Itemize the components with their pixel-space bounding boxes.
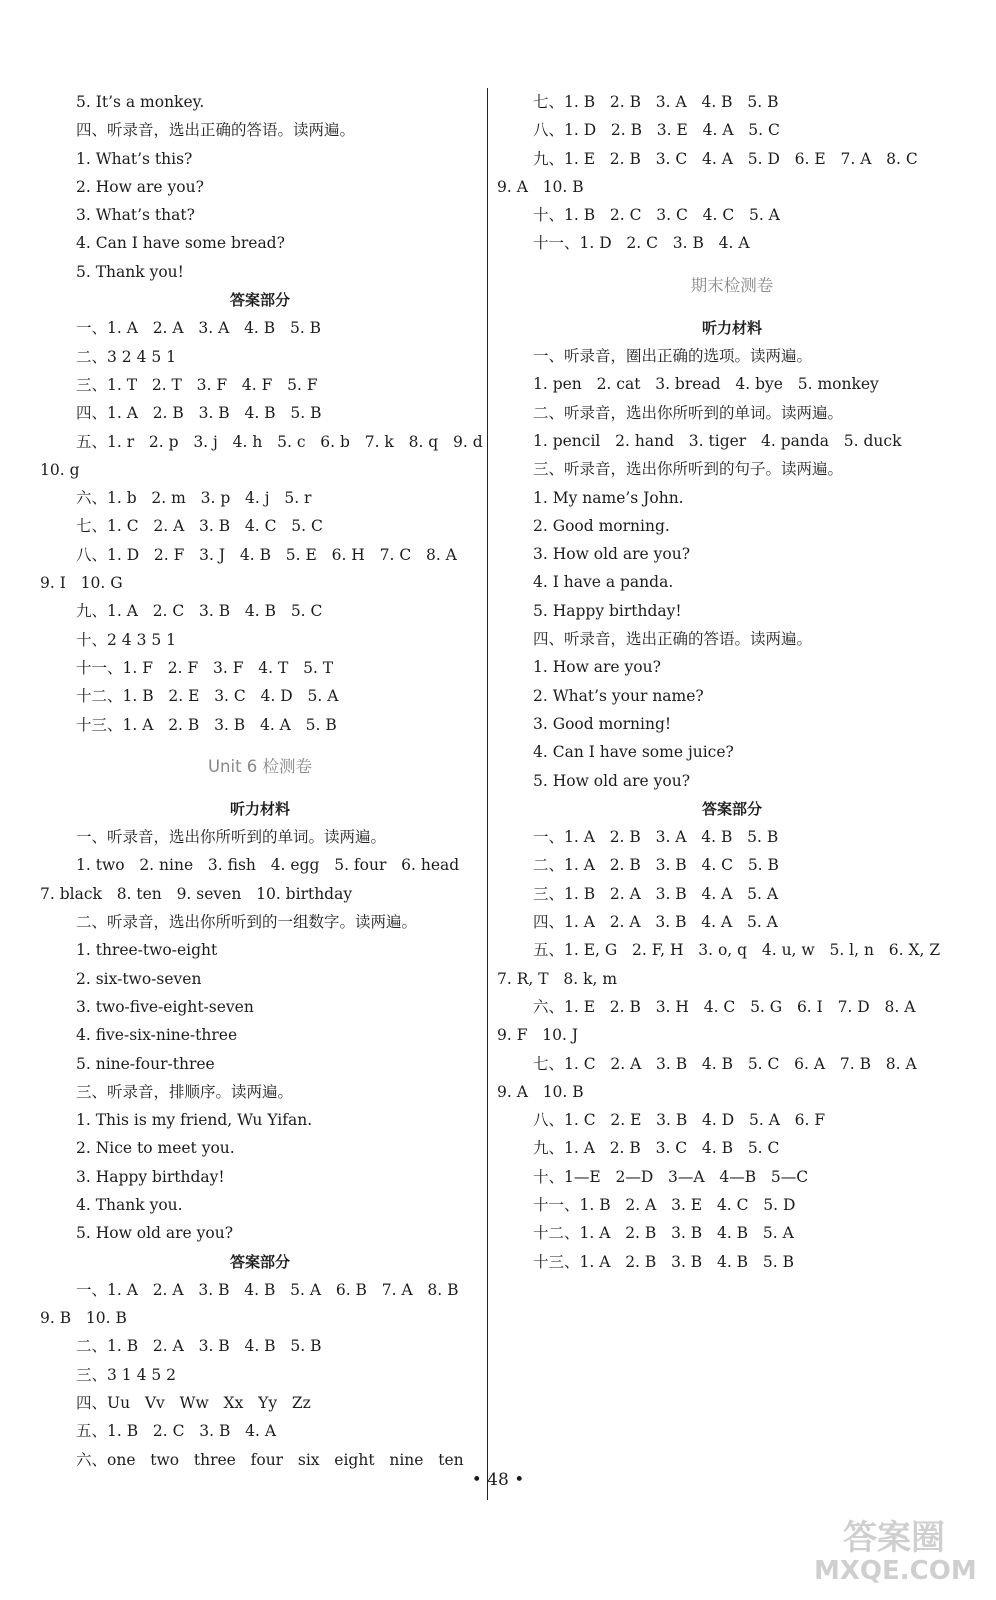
text-line: 2. Nice to meet you. [76, 1139, 235, 1158]
text-line: 十二、1. B 2. E 3. C 4. D 5. A [76, 687, 339, 706]
text-line: 十、1—E 2—D 3—A 4—B 5—C [533, 1167, 809, 1186]
text-line: 二、听录音，选出你所听到的单词。读两遍。 [533, 403, 844, 422]
text-line: 5. nine-four-three [76, 1054, 215, 1073]
text-line: 三、3 1 4 5 2 [76, 1365, 177, 1384]
subsection-heading: 听力材料 [229, 799, 290, 818]
text-line: 1. My name’s John. [533, 488, 684, 507]
text-line: 5. It’s a monkey. [76, 93, 205, 111]
text-line: 3. Happy birthday! [76, 1167, 225, 1186]
text-line: 三、1. T 2. T 3. F 4. F 5. F [76, 375, 318, 394]
text-line: 六、one two three four six eight nine ten [76, 1450, 464, 1469]
text-line: 五、1. r 2. p 3. j 4. h 5. c 6. b 7. k 8. q 9. d [76, 432, 483, 451]
text-line: 四、听录音，选出正确的答语。读两遍。 [76, 121, 356, 140]
subsection-heading: 答案部分 [701, 799, 762, 818]
text-line: 5. How old are you? [76, 1224, 234, 1243]
text-line: 3. How old are you? [533, 545, 691, 564]
text-line: 七、1. B 2. B 3. A 4. B 5. B [533, 93, 779, 111]
text-line: 9. I 10. G [40, 574, 123, 593]
text-line: 十一、1. D 2. C 3. B 4. A [533, 234, 750, 253]
text-line: 四、Uu Vv Ww Xx Yy Zz [76, 1394, 311, 1413]
text-line: 四、1. A 2. B 3. B 4. B 5. B [76, 404, 322, 423]
text-line: 六、1. b 2. m 3. p 4. j 5. r [76, 489, 312, 508]
text-line: 五、1. E, G 2. F, H 3. o, q 4. u, w 5. l, n 6. X, Z [533, 941, 941, 960]
text-line: 9. B 10. B [40, 1309, 127, 1328]
text-line: 9. A 10. B [497, 177, 584, 196]
text-line: 一、1. A 2. A 3. B 4. B 5. A 6. B 7. A 8. B [76, 1280, 459, 1299]
subsection-heading: 听力材料 [701, 318, 762, 337]
text-line: 四、1. A 2. A 3. B 4. A 5. A [533, 913, 778, 932]
section-title: Unit 6 检测卷 [207, 756, 313, 776]
right-column [497, 88, 967, 1276]
watermark-top: 答案圈 [843, 1518, 945, 1558]
text-line: 4. Can I have some bread? [76, 234, 285, 253]
text-line: 5. How old are you? [533, 771, 691, 790]
text-line: 1. pen 2. cat 3. bread 4. bye 5. monkey [533, 375, 879, 394]
text-line: 十二、1. A 2. B 3. B 4. B 5. A [533, 1224, 794, 1243]
text-line: 九、1. A 2. B 3. C 4. B 5. C [533, 1139, 780, 1158]
text-line: 四、听录音，选出正确的答语。读两遍。 [533, 630, 813, 649]
watermark-bottom: MXQE.COM [814, 1556, 977, 1586]
text-line: 十一、1. F 2. F 3. F 4. T 5. T [76, 658, 334, 677]
text-line: 七、1. C 2. A 3. B 4. B 5. C 6. A 7. B 8. A [533, 1054, 917, 1073]
text-line: 1. two 2. nine 3. fish 4. egg 5. four 6. head [76, 856, 460, 875]
text-line: 9. F 10. J [497, 1026, 579, 1045]
text-line: 5. Thank you! [76, 262, 184, 281]
text-line: 5. Happy birthday! [533, 601, 682, 620]
text-line: 7. R, T 8. k, m [497, 969, 618, 988]
text-line: 十三、1. A 2. B 3. B 4. A 5. B [76, 715, 337, 734]
text-line: 1. What’s this? [76, 149, 193, 168]
text-line: 7. black 8. ten 9. seven 10. birthday [40, 884, 353, 903]
text-line: 三、听录音，选出你所听到的句子。读两遍。 [533, 460, 844, 479]
text-line: 十一、1. B 2. A 3. E 4. C 5. D [533, 1195, 796, 1214]
text-line: 十、1. B 2. C 3. C 4. C 5. A [533, 206, 780, 225]
text-line: 4. Thank you. [76, 1195, 183, 1214]
text-line: 五、1. B 2. C 3. B 4. A [76, 1422, 277, 1441]
text-line: 3. What’s that? [76, 206, 195, 225]
section-title: 期末检测卷 [690, 275, 774, 295]
text-line: 九、1. E 2. B 3. C 4. A 5. D 6. E 7. A 8. C [533, 149, 918, 168]
text-line: 2. What’s your name? [533, 686, 704, 705]
text-line: 2. Good morning. [533, 516, 670, 535]
text-line: 一、听录音，选出你所听到的单词。读两遍。 [76, 828, 387, 847]
text-line: 八、1. D 2. F 3. J 4. B 5. E 6. H 7. C 8. A [76, 545, 457, 564]
text-line: 3. Good morning! [533, 714, 672, 733]
text-line: 1. pencil 2. hand 3. tiger 4. panda 5. duck [533, 431, 902, 450]
text-line: 十三、1. A 2. B 3. B 4. B 5. B [533, 1252, 794, 1271]
text-line: 十、2 4 3 5 1 [76, 630, 177, 649]
text-line: 七、1. C 2. A 3. B 4. C 5. C [76, 517, 323, 536]
text-line: 三、听录音，排顺序。读两遍。 [76, 1082, 294, 1101]
text-line: 4. I have a panda. [533, 573, 674, 592]
subsection-heading: 答案部分 [229, 1252, 290, 1271]
text-line: 八、1. C 2. E 3. B 4. D 5. A 6. F [533, 1111, 826, 1130]
text-line: 六、1. E 2. B 3. H 4. C 5. G 6. I 7. D 8. A [533, 997, 916, 1016]
text-line: 九、1. A 2. C 3. B 4. B 5. C [76, 602, 323, 621]
text-line: 二、3 2 4 5 1 [76, 347, 177, 366]
text-line: 八、1. D 2. B 3. E 4. A 5. C [533, 121, 780, 140]
left-column [40, 88, 483, 1474]
text-line: 2. How are you? [76, 177, 204, 196]
text-line: 一、1. A 2. A 3. A 4. B 5. B [76, 319, 322, 338]
text-line: 10. g [40, 460, 80, 479]
text-line: 2. six-two-seven [76, 969, 202, 988]
text-line: 二、1. B 2. A 3. B 4. B 5. B [76, 1337, 322, 1356]
text-line: 4. Can I have some juice? [533, 743, 734, 762]
text-line: 二、1. A 2. B 3. B 4. C 5. B [533, 856, 779, 875]
column-divider [487, 88, 488, 1500]
text-line: 三、1. B 2. A 3. B 4. A 5. A [533, 884, 779, 903]
text-line: 二、听录音，选出你所听到的一组数字。读两遍。 [76, 913, 418, 932]
text-line: 9. A 10. B [497, 1082, 584, 1101]
subsection-heading: 答案部分 [229, 291, 290, 310]
watermark-logo [814, 1508, 977, 1592]
text-line: 1. three-two-eight [76, 941, 218, 960]
text-line: 3. two-five-eight-seven [76, 997, 254, 1016]
page-number: • 48 • [471, 1470, 525, 1490]
text-line: 一、1. A 2. B 3. A 4. B 5. B [533, 828, 779, 847]
text-line: 一、听录音，圈出正确的选项。读两遍。 [533, 347, 813, 366]
text-line: 1. This is my friend, Wu Yifan. [76, 1111, 313, 1130]
text-line: 4. five-six-nine-three [76, 1026, 238, 1045]
text-line: 1. How are you? [533, 658, 661, 677]
